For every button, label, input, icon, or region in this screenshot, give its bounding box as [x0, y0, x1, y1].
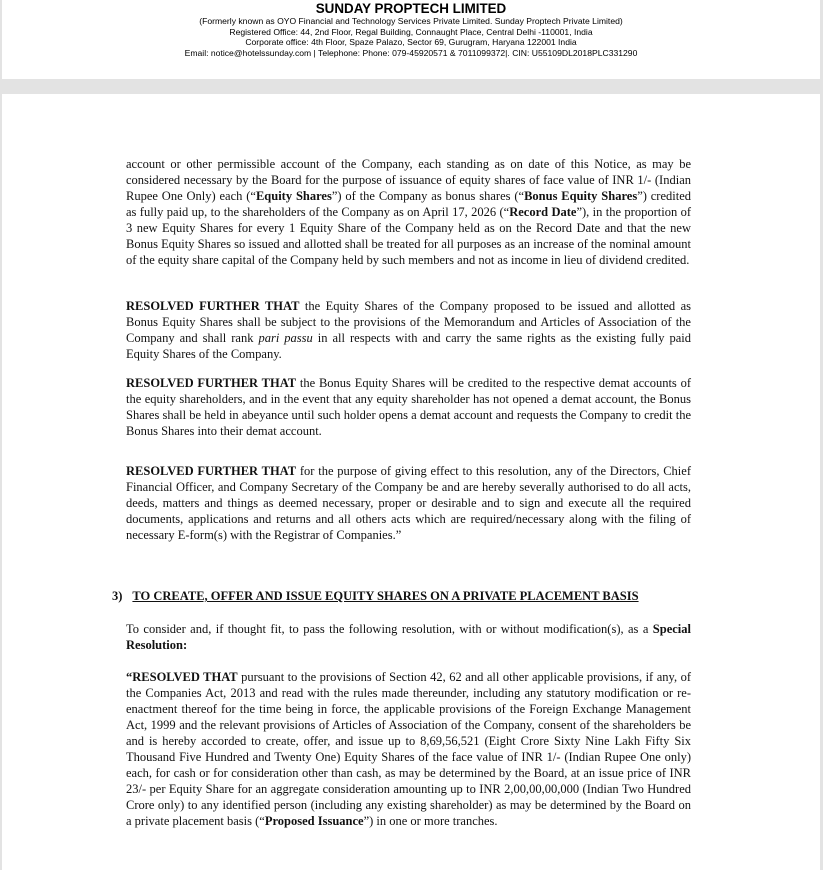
- text: pursuant to the provisions of Section 42, 62 and all other applicable provisions, if any, of the Companies Act, 2013 and read with the rules made thereunder, including any statutory modification or re-enactment thereof for the time being in force, the applicable provisions of the Foreign Exchange Management Act, 1999 and the relevant provisions of Articles of Association of the Company, consent of the shareholders be and is hereby accorded to create, offer, and issue up to 8,69,56,521 (Eight Crore Sixty Nine Lakh Fifty Six Thousand Five Hundred and Twenty One) Equity Shares of the face value of INR 1/- (Indian Rupee One only) each, for cash or for consideration other than cash, as may be determined by the Board, at an issue price of INR 23/- per Equity Share for an aggregate consideration amounting up to INR 2,00,00,00,000 (Indian Two Hundred Crore only) to any identified person (including any existing shareholder) as may be determined by the Board on a private placement basis (“: [126, 670, 691, 829]
- defined-term: Equity Shares: [255, 189, 332, 204]
- paragraph-bonus-issue: [126, 156, 691, 268]
- text: account or other permissible account of the Company, each standing as on date of this Notice, as may be considered necessary by the Board for the purpose of issuance of equity shares of face value of INR 1/- (Indian Rupee One Only) each (“: [126, 157, 691, 204]
- resolution-lead: RESOLVED FURTHER THAT: [126, 464, 297, 478]
- registered-office: Registered Office: 44, 2nd Floor, Regal Building, Connaught Place, Central Delhi -110001, India: [229, 26, 593, 37]
- defined-term: Bonus Equity Shares: [524, 189, 638, 204]
- section-heading-3: [112, 588, 712, 604]
- text: for the purpose of giving effect to this resolution, any of the Directors, Chief Financial Officer, and Company Secretary of the Company be and are hereby severally authorised to do all acts, deeds, matters and things as deemed necessary, proper or desirable and to sign and execute all the required documents, applications and returns and all others acts which are required/necessary along with the filing of necessary E-form(s) with the Registrar of Companies.”: [126, 464, 691, 543]
- paragraph-authorisation: [126, 463, 691, 543]
- company-name: SUNDAY PROPTECH LIMITED: [315, 1, 507, 16]
- paragraph-consider: [126, 621, 691, 653]
- text: ”), in the proportion of 3 new Equity Shares for every 1 Equity Share of the Company held as on the Record Date and that the new Bonus Equity Shares so issued and allotted shall be treated for all purposes as an increase of the nominal amount of the equity share capital of the Company held by such members and not as income in lieu of dividend credited.: [126, 205, 691, 268]
- formerly-known-as: (Formerly known as OYO Financial and Technology Services Private Limited. Sunday Proptech Private Limited): [199, 16, 623, 26]
- letterhead-page-fragment: [2, 0, 820, 79]
- text: ”) credited as fully paid up, to the shareholders of the Company as on April 17, 2026 (“: [126, 189, 692, 220]
- section-number: 3): [112, 589, 123, 603]
- defined-term: Proposed Issuance: [264, 814, 364, 829]
- defined-term: Record Date: [509, 205, 577, 220]
- resolution-type: Special Resolution:: [126, 622, 691, 653]
- paragraph-pari-passu: [126, 298, 691, 362]
- italic-term: pari passu: [258, 331, 313, 346]
- corporate-office: Corporate office: 4th Floor, Spaze Palazo, Sector 69, Gurugram, Haryana 122001 India: [245, 37, 577, 48]
- text: in all respects with and carry the same rights as the existing fully paid Equity Shares of the Company.: [126, 331, 691, 362]
- text: the Equity Shares of the Company proposed to be issued and allotted as Bonus Equity Shares shall be subject to the provisions of the Memorandum and Articles of Association of the Company and shall rank: [126, 299, 692, 346]
- paragraph-demat: [126, 375, 691, 439]
- text: ”) in one or more tranches.: [363, 814, 498, 829]
- section-title: TO CREATE, OFFER AND ISSUE EQUITY SHARES ON A PRIVATE PLACEMENT BASIS: [132, 589, 639, 603]
- text: ”) of the Company as bonus shares (“: [331, 189, 525, 204]
- resolution-lead: RESOLVED FURTHER THAT: [126, 376, 297, 390]
- letterhead: [2, 0, 820, 58]
- text: the Bonus Equity Shares will be credited to the respective demat accounts of the equity shareholders, and in the event that any equity shareholder has not opened a demat account, the Bonus Shares shall be held in abeyance until such holder opens a demat account and requests the Company to credit the Bonus Shares into their demat account.: [126, 376, 691, 439]
- resolution-lead: “RESOLVED THAT: [126, 670, 238, 684]
- resolution-lead: RESOLVED FURTHER THAT: [126, 299, 300, 313]
- text: To consider and, if thought fit, to pass the following resolution, with or without modification(s), as a: [126, 622, 653, 636]
- contact-details: Email: notice@hotelssunday.com | Telephone: Phone: 079-45920571 & 7011099372|. CIN: U55109DL2018PLC331290: [184, 47, 638, 58]
- paragraph-resolved-private-placement: [126, 669, 691, 829]
